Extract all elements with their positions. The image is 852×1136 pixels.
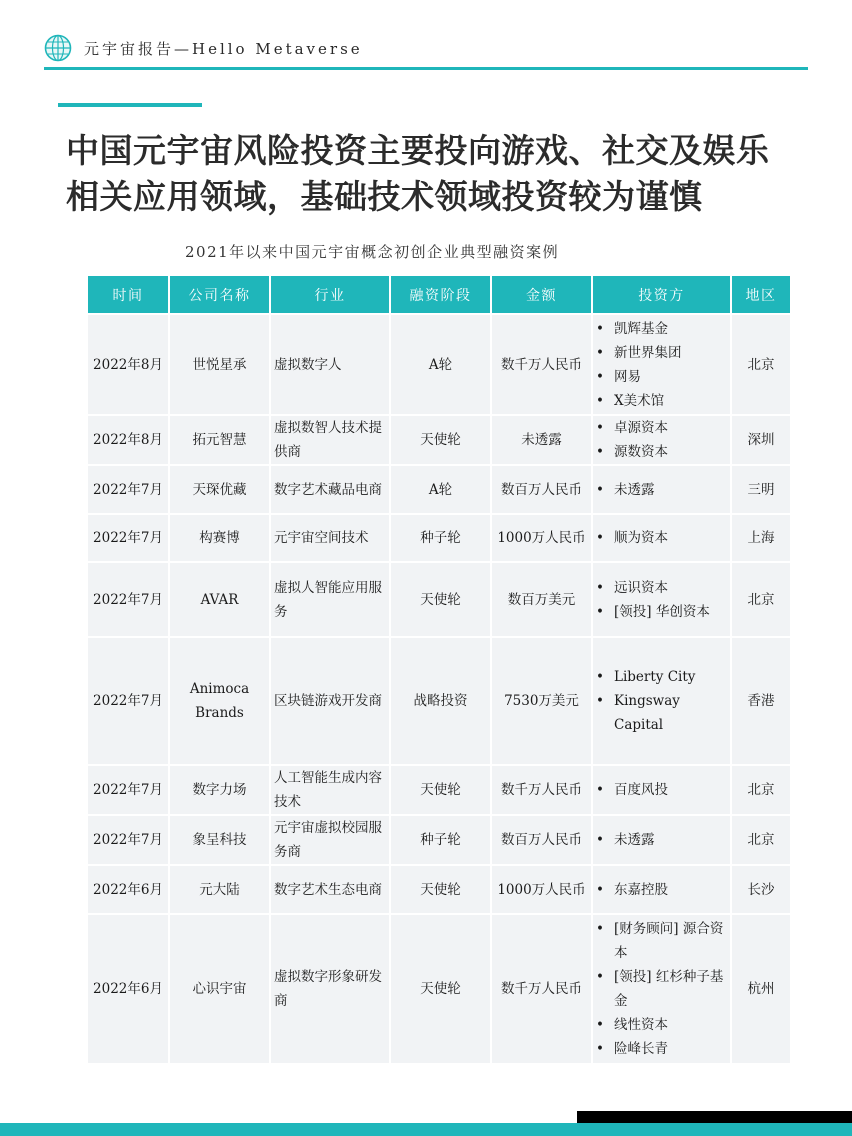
bullet-icon: • bbox=[596, 530, 604, 546]
cell-investors bbox=[593, 866, 730, 913]
bullet-icon: • bbox=[596, 881, 604, 898]
bullet-icon: • bbox=[596, 1041, 604, 1057]
cell-investors bbox=[593, 515, 730, 561]
report-header bbox=[44, 30, 363, 66]
investor-name: 线性资本 bbox=[614, 1017, 668, 1033]
table-row bbox=[88, 816, 790, 864]
cell-region: 香港 bbox=[732, 638, 790, 764]
table-row bbox=[88, 563, 790, 636]
investor-name: 远识资本 bbox=[614, 579, 668, 596]
cell-investors bbox=[593, 315, 730, 414]
cell-company: 元大陆 bbox=[170, 866, 269, 913]
cell-investors bbox=[593, 466, 730, 513]
cell-amount: 数百万人民币 bbox=[492, 816, 591, 864]
investor-item bbox=[596, 365, 727, 389]
page-title bbox=[66, 128, 826, 220]
table-row bbox=[88, 766, 790, 814]
cell-time: 2022年7月 bbox=[88, 638, 168, 764]
page-title-line-1: 中国元宇宙风险投资主要投向游戏、社交及娱乐 bbox=[66, 131, 770, 170]
investor-item bbox=[596, 689, 727, 737]
bullet-icon: • bbox=[596, 669, 604, 685]
cell-company: 天琛优藏 bbox=[170, 466, 269, 513]
cell-industry: 区块链游戏开发商 bbox=[271, 638, 389, 764]
cell-industry: 虚拟数智人技术提供商 bbox=[271, 416, 389, 464]
cell-region: 深圳 bbox=[732, 416, 790, 464]
investor-item bbox=[596, 965, 727, 1013]
investor-item bbox=[596, 778, 727, 802]
header-investors: 投资方 bbox=[593, 276, 730, 313]
investor-item bbox=[596, 828, 727, 852]
cell-time: 2022年8月 bbox=[88, 416, 168, 464]
investor-name: [领投] 红杉种子基金 bbox=[614, 969, 724, 1009]
cell-time: 2022年7月 bbox=[88, 466, 168, 513]
investor-name: 未透露 bbox=[614, 832, 655, 848]
investor-name: Kingsway Capital bbox=[614, 693, 680, 733]
investor-name: [财务顾问] 源合资本 bbox=[614, 921, 724, 961]
table-row bbox=[88, 638, 790, 764]
bullet-icon: • bbox=[596, 603, 604, 620]
investor-name: 卓源资本 bbox=[614, 420, 668, 436]
bullet-icon: • bbox=[596, 392, 604, 409]
investor-item bbox=[596, 317, 727, 341]
cell-investors bbox=[593, 638, 730, 764]
bullet-icon: • bbox=[596, 921, 604, 937]
table-header-row bbox=[88, 276, 790, 313]
cell-region: 北京 bbox=[732, 766, 790, 814]
cell-region: 杭州 bbox=[732, 915, 790, 1063]
globe-icon bbox=[44, 34, 72, 62]
cell-investors bbox=[593, 563, 730, 636]
cell-amount: 1000万人民币 bbox=[492, 866, 591, 913]
investor-name: 未透露 bbox=[614, 481, 655, 498]
cell-amount: 1000万人民币 bbox=[492, 515, 591, 561]
financing-table bbox=[86, 274, 792, 1065]
footer-teal-bar bbox=[0, 1123, 852, 1136]
investor-item bbox=[596, 440, 727, 464]
cell-stage: 天使轮 bbox=[391, 866, 490, 913]
investor-name: 网易 bbox=[614, 368, 641, 385]
cell-time: 2022年7月 bbox=[88, 766, 168, 814]
cell-investors bbox=[593, 416, 730, 464]
cell-industry: 虚拟数字人 bbox=[271, 315, 389, 414]
cell-company: 世悦星承 bbox=[170, 315, 269, 414]
header-industry: 行业 bbox=[271, 276, 389, 313]
cell-region: 北京 bbox=[732, 315, 790, 414]
cell-industry: 虚拟人智能应用服务 bbox=[271, 563, 389, 636]
investor-item bbox=[596, 478, 727, 502]
cell-company: AVAR bbox=[170, 563, 269, 636]
investor-item bbox=[596, 576, 727, 600]
bullet-icon: • bbox=[596, 969, 604, 985]
cell-investors bbox=[593, 816, 730, 864]
page-title-line-2: 相关应用领域，基础技术领域投资较为谨慎 bbox=[66, 177, 703, 216]
cell-stage: 种子轮 bbox=[391, 515, 490, 561]
cell-region: 三明 bbox=[732, 466, 790, 513]
investor-name: Liberty City bbox=[614, 669, 696, 685]
table-row bbox=[88, 315, 790, 414]
bullet-icon: • bbox=[596, 579, 604, 596]
cell-stage: A轮 bbox=[391, 466, 490, 513]
cell-stage: 天使轮 bbox=[391, 766, 490, 814]
investor-name: 源数资本 bbox=[614, 444, 668, 460]
investor-item bbox=[596, 341, 727, 365]
header-title: 元宇宙报告—Hello Metaverse bbox=[84, 39, 363, 58]
cell-time: 2022年7月 bbox=[88, 816, 168, 864]
bullet-icon: • bbox=[596, 368, 604, 385]
footer-black-bar bbox=[577, 1111, 852, 1123]
cell-region: 长沙 bbox=[732, 866, 790, 913]
cell-company: Animoca Brands bbox=[170, 638, 269, 764]
investor-item bbox=[596, 389, 727, 413]
cell-investors bbox=[593, 915, 730, 1063]
cell-time: 2022年7月 bbox=[88, 563, 168, 636]
bullet-icon: • bbox=[596, 444, 604, 460]
investor-item bbox=[596, 526, 727, 550]
investor-item bbox=[596, 878, 727, 902]
cell-industry: 元宇宙空间技术 bbox=[271, 515, 389, 561]
title-accent-bar bbox=[58, 103, 202, 107]
cell-company: 拓元智慧 bbox=[170, 416, 269, 464]
header-time: 时间 bbox=[88, 276, 168, 313]
cell-industry: 虚拟数字形象研发商 bbox=[271, 915, 389, 1063]
cell-stage: A轮 bbox=[391, 315, 490, 414]
investor-name: 百度风投 bbox=[614, 782, 668, 798]
cell-amount: 数百万美元 bbox=[492, 563, 591, 636]
investor-name: [领投] 华创资本 bbox=[614, 603, 710, 620]
cell-stage: 天使轮 bbox=[391, 416, 490, 464]
cell-time: 2022年8月 bbox=[88, 315, 168, 414]
cell-time: 2022年6月 bbox=[88, 915, 168, 1063]
table-row bbox=[88, 515, 790, 561]
table-row bbox=[88, 466, 790, 513]
header-company: 公司名称 bbox=[170, 276, 269, 313]
investor-name: 东嘉控股 bbox=[614, 881, 668, 898]
table-caption: 2021年以来中国元宇宙概念初创企业典型融资案例 bbox=[185, 243, 560, 261]
bullet-icon: • bbox=[596, 832, 604, 848]
investor-item bbox=[596, 665, 727, 689]
bullet-icon: • bbox=[596, 320, 604, 337]
cell-company: 数字力场 bbox=[170, 766, 269, 814]
bullet-icon: • bbox=[596, 481, 604, 498]
bullet-icon: • bbox=[596, 782, 604, 798]
cell-company: 构赛博 bbox=[170, 515, 269, 561]
cell-investors bbox=[593, 766, 730, 814]
bullet-icon: • bbox=[596, 1017, 604, 1033]
investor-item bbox=[596, 416, 727, 440]
investor-name: 新世界集团 bbox=[614, 344, 682, 361]
bullet-icon: • bbox=[596, 420, 604, 436]
cell-industry: 人工智能生成内容技术 bbox=[271, 766, 389, 814]
cell-stage: 天使轮 bbox=[391, 563, 490, 636]
cell-region: 北京 bbox=[732, 816, 790, 864]
header-stage: 融资阶段 bbox=[391, 276, 490, 313]
cell-amount: 数百万人民币 bbox=[492, 466, 591, 513]
cell-amount: 数千万人民币 bbox=[492, 315, 591, 414]
cell-time: 2022年6月 bbox=[88, 866, 168, 913]
investor-item bbox=[596, 600, 727, 624]
cell-stage: 种子轮 bbox=[391, 816, 490, 864]
cell-amount: 数千万人民币 bbox=[492, 915, 591, 1063]
investor-name: X美术馆 bbox=[614, 392, 665, 409]
investor-name: 顺为资本 bbox=[614, 530, 668, 546]
cell-company: 心识宇宙 bbox=[170, 915, 269, 1063]
cell-region: 北京 bbox=[732, 563, 790, 636]
cell-amount: 7530万美元 bbox=[492, 638, 591, 764]
investor-item bbox=[596, 1013, 727, 1037]
investor-name: 险峰长青 bbox=[614, 1041, 668, 1057]
header-amount: 金额 bbox=[492, 276, 591, 313]
investor-item bbox=[596, 917, 727, 965]
header-divider bbox=[44, 67, 808, 70]
cell-region: 上海 bbox=[732, 515, 790, 561]
cell-company: 象呈科技 bbox=[170, 816, 269, 864]
investor-name: 凯辉基金 bbox=[614, 320, 668, 337]
table-row bbox=[88, 416, 790, 464]
table-row bbox=[88, 915, 790, 1063]
investor-item bbox=[596, 1037, 727, 1061]
cell-amount: 未透露 bbox=[492, 416, 591, 464]
cell-industry: 数字艺术生态电商 bbox=[271, 866, 389, 913]
cell-time: 2022年7月 bbox=[88, 515, 168, 561]
table-row bbox=[88, 866, 790, 913]
bullet-icon: • bbox=[596, 344, 604, 361]
cell-stage: 战略投资 bbox=[391, 638, 490, 764]
cell-industry: 元宇宙虚拟校园服务商 bbox=[271, 816, 389, 864]
cell-amount: 数千万人民币 bbox=[492, 766, 591, 814]
cell-stage: 天使轮 bbox=[391, 915, 490, 1063]
bullet-icon: • bbox=[596, 693, 604, 709]
header-region: 地区 bbox=[732, 276, 790, 313]
cell-industry: 数字艺术藏品电商 bbox=[271, 466, 389, 513]
